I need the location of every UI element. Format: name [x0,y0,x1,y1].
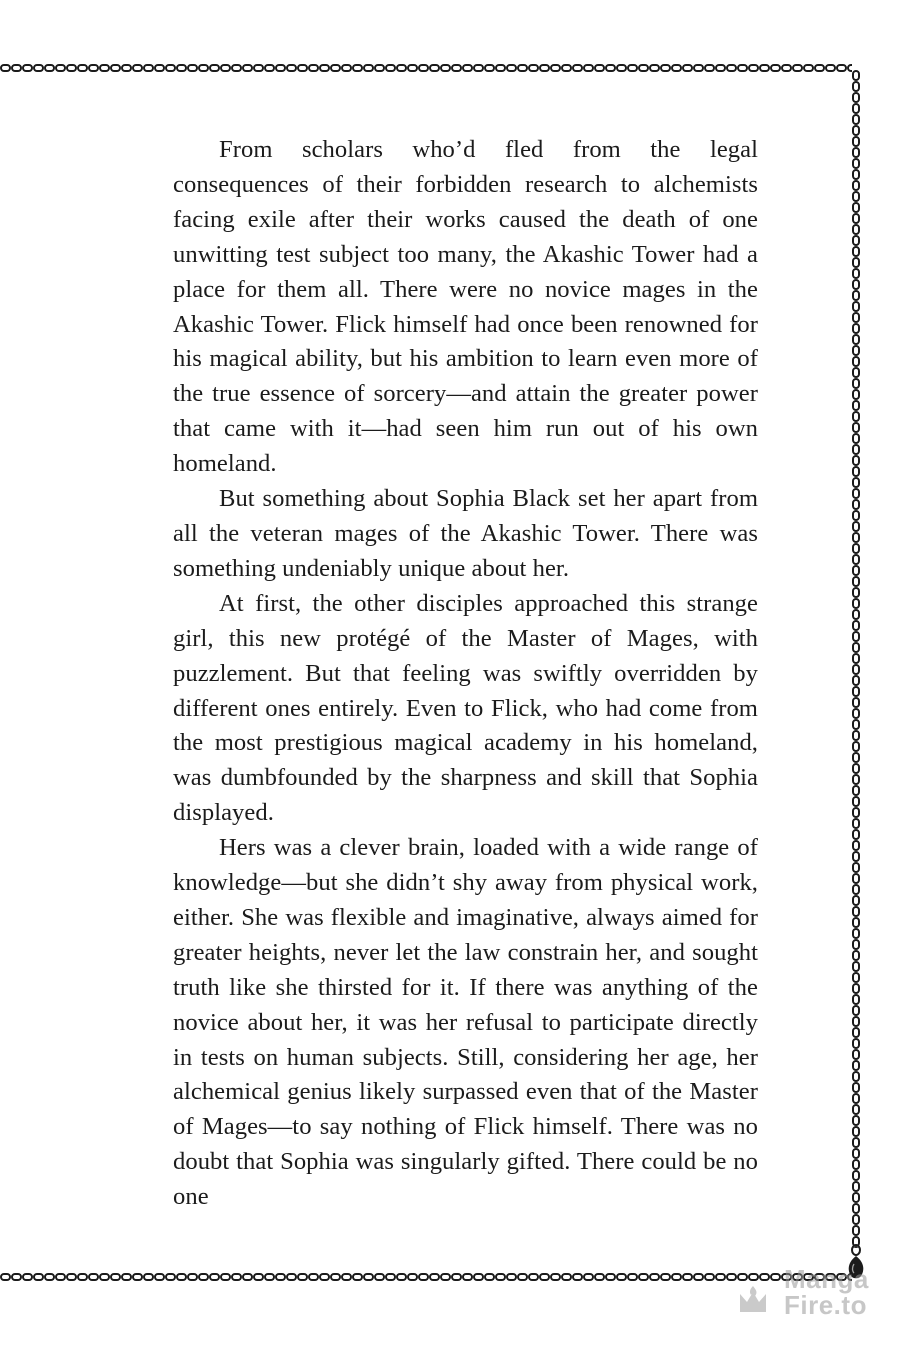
paragraph: But something about Sophia Black set her apart from all the veteran mages of the Akashic Tower. There was something undeniably unique about her. [173,485,758,582]
watermark-line1: Manga [784,1264,869,1294]
watermark-line2: Fire.to [784,1290,867,1320]
mangafire-logo-icon [736,1284,770,1314]
paragraph: From scholars who’d fled from the legal consequences of their forbidden research to alchemists facing exile after their works caused the death of one unwitting test subject too many, the Akashic Tower had a place for them all. There were no novice mages in the Akashic Tower. Flick himself had once been renowned for his magical ability, but his ambition to learn even more of the true essence of sorcery—and attain the greater power that came with it—had seen him run out of his own homeland. [173,136,758,478]
chain-border-top [0,63,852,73]
chain-border-right [851,70,861,1248]
watermark [736,1262,876,1322]
paragraph: Hers was a clever brain, loaded with a wide range of knowledge—but she didn’t shy away from physical work, either. She was flexible and imaginative, always aimed for greater heights, never let the law constrain her, and sought truth like she thirsted for it. If there was anything of the novice about her, it was her refusal to participate directly in tests on human subjects. Still, considering her age, her alchemical genius likely surpassed even that of the Master of Mages—to say nothing of Flick himself. There was no doubt that Sophia was singularly gifted. There could be no one [173,834,758,1211]
body-text [173,133,758,1215]
chain-border-bottom [0,1272,852,1282]
paragraph: At first, the other disciples approached this strange girl, this new protégé of the Master of Mages, with puzzlement. But that feeling was swiftly overridden by different ones entirely. Even to Flick, who had come from the most prestigious magical academy in his homeland, was dumbfounded by the sharpness and skill that Sophia displayed. [173,589,758,827]
